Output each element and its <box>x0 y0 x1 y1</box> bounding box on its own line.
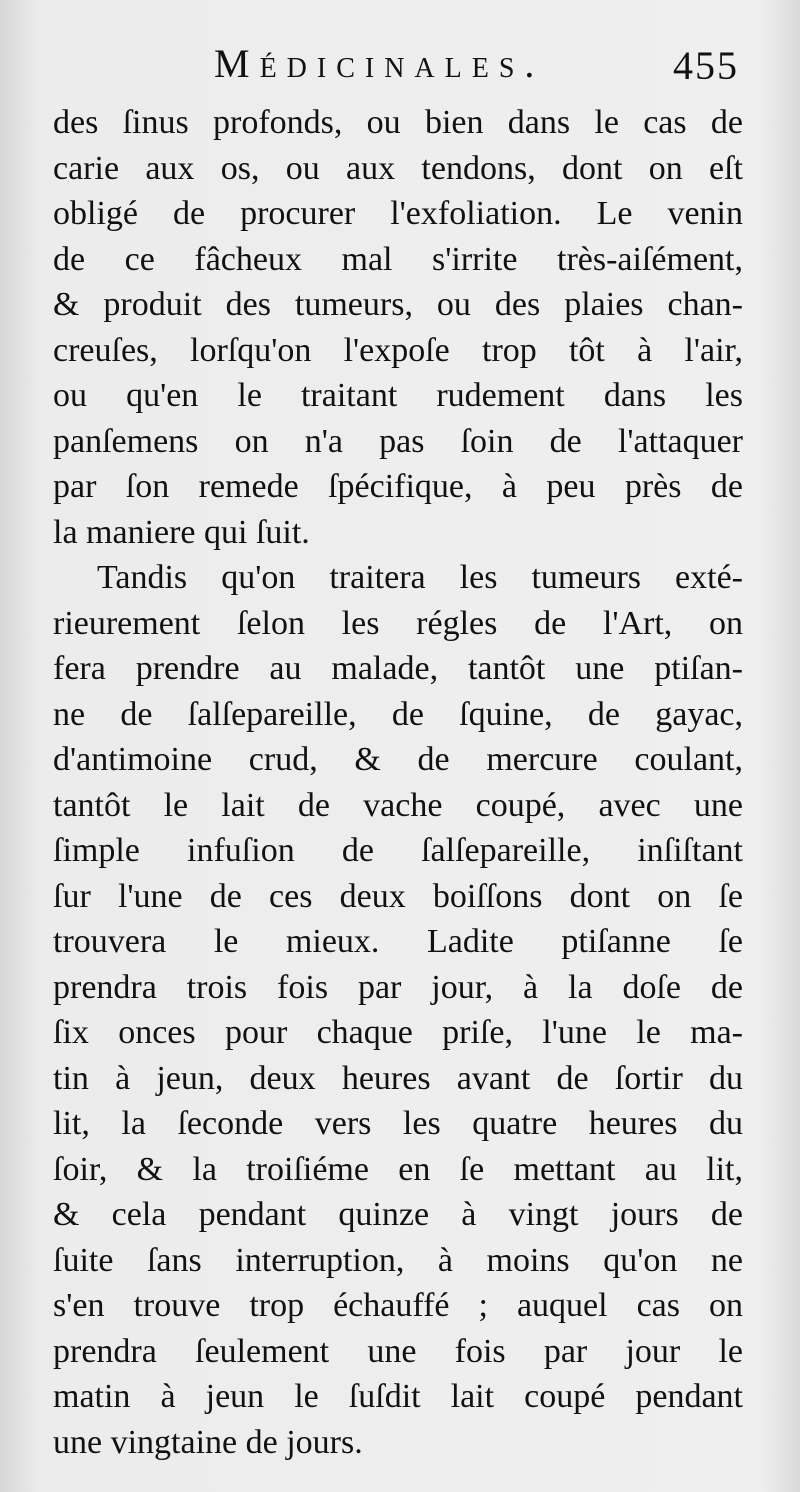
text-line: obligé de procurer l'exfoliation. Le venin <box>53 195 743 232</box>
text-line: ſix onces pour chaque priſe, l'une le ma- <box>53 1014 743 1051</box>
body-text <box>53 100 743 1465</box>
text-line: ſimple infuſion de ſalſepareille, inſiſtant <box>53 832 743 869</box>
text-line: ne de ſalſepareille, de ſquine, de gayac, <box>53 695 743 733</box>
text-line: lit, la ſeconde vers les quatre heures du <box>53 1105 743 1142</box>
text-line: rieurement ſelon les régles de l'Art, on <box>53 604 743 642</box>
text-line: fera prendre au malade, tantôt une ptiſan- <box>53 650 743 687</box>
text-line: matin à jeun le ſuſdit lait coupé pendant <box>53 1378 743 1415</box>
text-line: la maniere qui ſuit. <box>53 513 310 551</box>
running-head: Médicinales. <box>214 41 545 86</box>
text-line: ſoir, & la troiſiéme en ſe mettant au lit, <box>53 1150 743 1188</box>
page-header <box>0 38 800 98</box>
paragraph <box>53 555 743 1465</box>
text-line: tin à jeun, deux heures avant de ſortir du <box>53 1059 743 1097</box>
text-line: ſuite ſans interruption, à moins qu'on ne <box>53 1241 743 1279</box>
text-line: ou qu'en le traitant rudement dans les <box>53 377 743 414</box>
text-line: prendra ſeulement une fois par jour le <box>53 1332 743 1370</box>
paragraph <box>53 100 743 555</box>
text-line: de ce fâcheux mal s'irrite très-aiſément, <box>53 240 743 278</box>
text-line: par ſon remede ſpécifique, à peu près de <box>53 468 743 505</box>
text-line: ſur l'une de ces deux boiſſons dont on ſe <box>53 877 743 915</box>
text-line: & cela pendant quinze à vingt jours de <box>53 1196 743 1233</box>
text-line: prendra trois fois par jour, à la doſe de <box>53 968 743 1006</box>
text-line: d'antimoine crud, & de mercure coulant, <box>53 741 743 778</box>
page-number: 455 <box>673 43 739 88</box>
text-line: s'en trouve trop échauffé ; auquel cas on <box>53 1287 743 1324</box>
text-line: carie aux os, ou aux tendons, dont on eſt <box>53 149 743 187</box>
text-line: Tandis qu'on traitera les tumeurs exté- <box>97 559 743 596</box>
text-line: & produit des tumeurs, ou des plaies chan- <box>53 286 743 323</box>
text-line: une vingtaine de jours. <box>53 1423 363 1461</box>
text-line: des ſinus profonds, ou bien dans le cas de <box>53 104 743 141</box>
text-line: tantôt le lait de vache coupé, avec une <box>53 786 743 824</box>
text-line: creuſes, lorſqu'on l'expoſe trop tôt à l'air, <box>53 331 743 369</box>
text-line: trouvera le mieux. Ladite ptiſanne ſe <box>53 923 743 960</box>
text-line: panſemens on n'a pas ſoin de l'attaquer <box>53 422 743 460</box>
